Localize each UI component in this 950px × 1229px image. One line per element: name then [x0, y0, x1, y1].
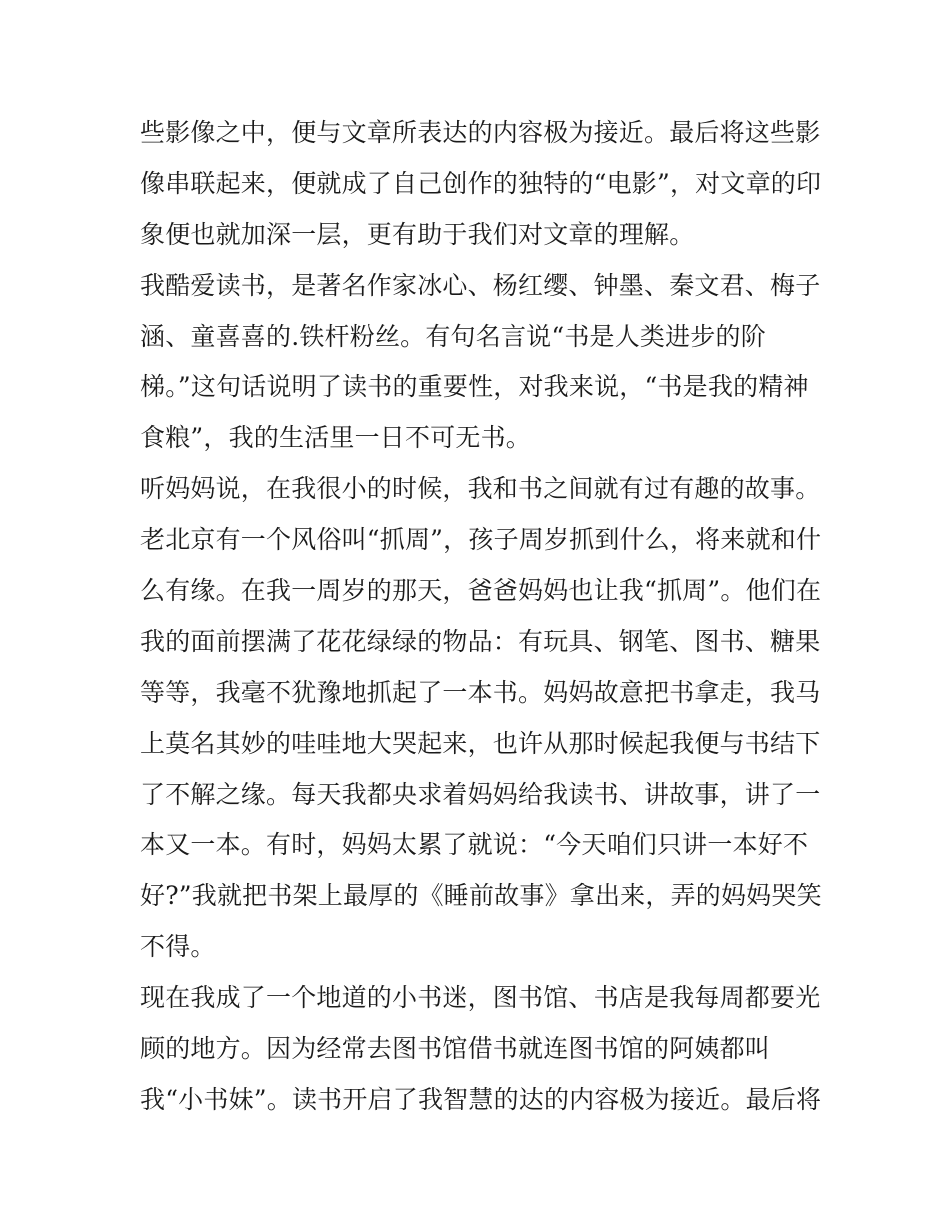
- text-line: 听妈妈说，在我很小的时候，我和书之间就有过有趣的故事。: [140, 474, 821, 504]
- text-line: 我酷爱读书，是著名作家冰心、杨红缨、钟墨、秦文君、梅子: [140, 270, 821, 300]
- text-line: 不得。: [140, 932, 216, 962]
- text-line: 我的面前摆满了花花绿绿的物品：有玩具、钢笔、图书、糖果: [140, 626, 821, 656]
- text-line: 现在我成了一个地道的小书迷，图书馆、书店是我每周都要光: [140, 983, 821, 1013]
- text-line: 老北京有一个风俗叫“抓周”，孩子周岁抓到什么，将来就和什: [140, 525, 822, 555]
- text-line: 本又一本。有时，妈妈太累了就说：“今天咱们只讲一本好不: [140, 830, 809, 860]
- text-line: 么有缘。在我一周岁的那天，爸爸妈妈也让我“抓周”。他们在: [140, 576, 822, 606]
- text-line: 等等，我毫不犹豫地抓起了一本书。妈妈故意把书拿走，我马: [140, 677, 821, 707]
- text-line: 食粮”，我的生活里一日不可无书。: [140, 423, 531, 453]
- document-body: [140, 108, 820, 1126]
- text-line: 顾的地方。因为经常去图书馆借书就连图书馆的阿姨都叫: [140, 1034, 771, 1064]
- text-line: 了不解之缘。每天我都央求着妈妈给我读书、讲故事，讲了一: [140, 779, 821, 809]
- text-line: 梯。”这句话说明了读书的重要性，对我来说，“书是我的精神: [140, 372, 809, 402]
- text-line: 涵、童喜喜的.铁杆粉丝。有句名言说“书是人类进步的阶: [140, 321, 766, 351]
- text-line: 些影像之中，便与文章所表达的内容极为接近。最后将这些影: [140, 118, 821, 147]
- text-line: 我“小书妹”。读书开启了我智慧的达的内容极为接近。最后将: [140, 1084, 822, 1114]
- text-line: 上莫名其妙的哇哇地大哭起来，也许从那时候起我便与书结下: [140, 728, 821, 758]
- text-line: 好?”我就把书架上最厚的《睡前故事》拿出来，弄的妈妈哭笑: [140, 881, 822, 911]
- text-line: 像串联起来，便就成了自己创作的独特的“电影”，对文章的印: [140, 168, 822, 198]
- text-line: 象便也就加深一层，更有助于我们对文章的理解。: [140, 219, 695, 249]
